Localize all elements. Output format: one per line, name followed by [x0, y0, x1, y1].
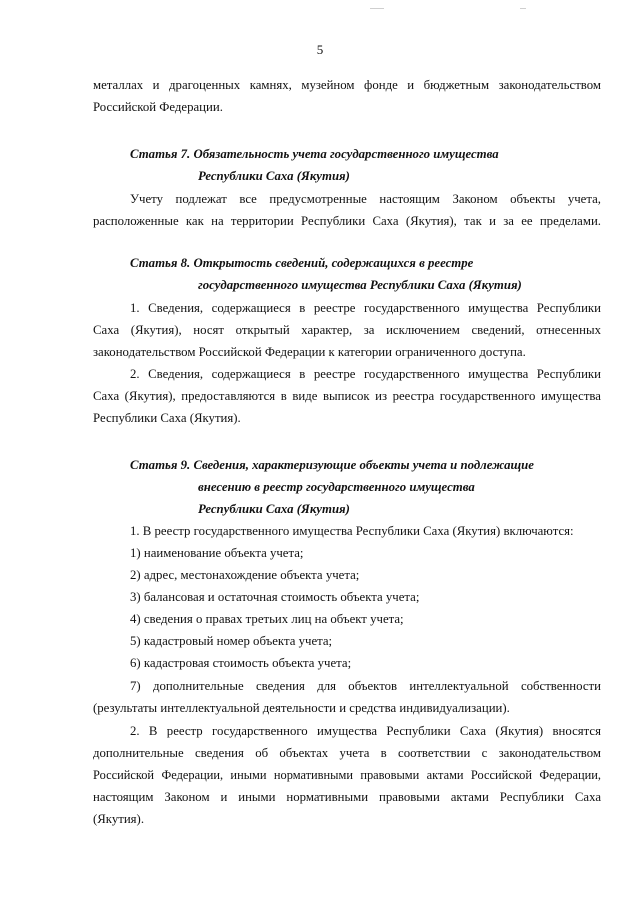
paragraph-line: Учету подлежат все предусмотренные настоящим Законом объекты учета, [130, 192, 601, 206]
list-item: 7) дополнительные сведения для объектов интеллектуальной собственности [130, 679, 601, 693]
paragraph-line: Саха (Якутия), носят открытый характер, за исключением сведений, отнесенных [93, 323, 601, 337]
paragraph-line: законодательством Российской Федерации к категории ограниченного доступа. [93, 345, 526, 359]
article-7-title: Статья 7. Обязательность учета государственного имущества [130, 147, 499, 161]
list-item: 1) наименование объекта учета; [130, 546, 304, 560]
paragraph-line: настоящим Законом и иными нормативными правовыми актами Республики Саха [93, 790, 601, 804]
paragraph-line: 2. В реестр государственного имущества Республики Саха (Якутия) вносятся [130, 724, 601, 738]
article-8-title: государственного имущества Республики Саха (Якутия) [198, 278, 522, 292]
list-item: 6) кадастровая стоимость объекта учета; [130, 656, 352, 670]
list-item: 4) сведения о правах третьих лиц на объект учета; [130, 612, 404, 626]
list-item: 5) кадастровый номер объекта учета; [130, 634, 333, 648]
paragraph-line: 1. В реестр государственного имущества Республики Саха (Якутия) включаются: [130, 524, 574, 538]
paragraph-line: Республики Саха (Якутия). [93, 411, 241, 425]
paragraph-line: (Якутия). [93, 812, 145, 826]
scan-artifact [520, 8, 526, 9]
paragraph-line: расположенные как на территории Республики Саха (Якутия), так и за ее пределами. [93, 214, 601, 228]
article-7-title: Республики Саха (Якутия) [198, 169, 350, 183]
list-item: 2) адрес, местонахождение объекта учета; [130, 568, 360, 582]
paragraph-line: Российской Федерации, иными нормативными правовыми актами Российской Федерации, [93, 768, 601, 782]
paragraph-line: Российской Федерации. [93, 100, 223, 114]
page-number: 5 [316, 42, 324, 57]
paragraph-line: металлах и драгоценных камнях, музейном фонде и бюджетным законодательством [93, 78, 601, 92]
article-9-title: Республики Саха (Якутия) [198, 502, 350, 516]
paragraph-line: Саха (Якутия), предоставляются в виде выписок из реестра государственного имущества [93, 389, 601, 403]
paragraph-line: 2. Сведения, содержащиеся в реестре государственного имущества Республики [130, 367, 601, 381]
paragraph-line: (результаты интеллектуальной деятельности и средства индивидуализации). [93, 701, 510, 715]
article-9-title: Статья 9. Сведения, характеризующие объекты учета и подлежащие [130, 458, 534, 472]
article-9-title: внесению в реестр государственного имущества [198, 480, 475, 494]
article-8-title: Статья 8. Открытость сведений, содержащихся в реестре [130, 256, 474, 270]
paragraph-line: дополнительные сведения об объектах учета в соответствии с законодательством [93, 746, 601, 760]
paragraph-line: 1. Сведения, содержащиеся в реестре государственного имущества Республики [130, 301, 601, 315]
scan-artifact [370, 8, 384, 9]
list-item: 3) балансовая и остаточная стоимость объекта учета; [130, 590, 420, 604]
